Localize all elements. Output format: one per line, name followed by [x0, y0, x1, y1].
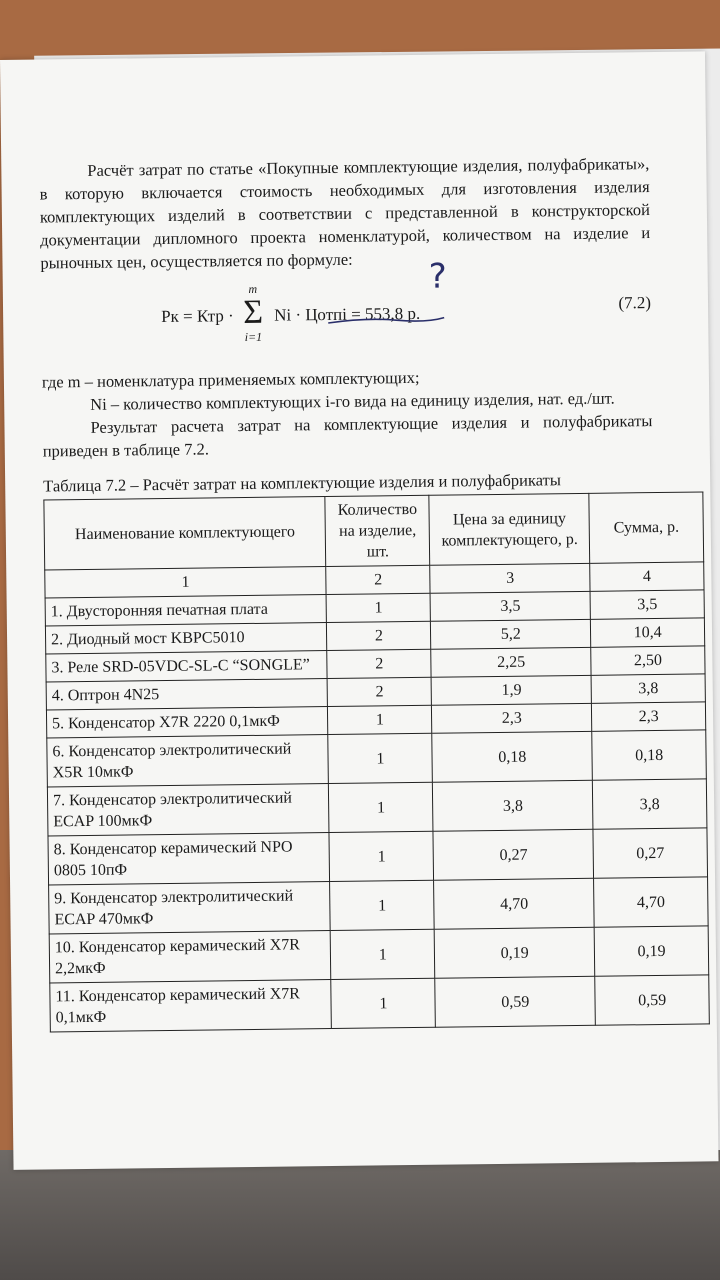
- component-sum: 4,70: [594, 877, 708, 927]
- component-price: 3,8: [433, 780, 593, 831]
- component-sum: 3,5: [590, 590, 704, 619]
- component-quantity: 2: [327, 677, 431, 706]
- component-quantity: 1: [330, 880, 435, 930]
- result-paragraph: Результат расчета затрат на комплектующие изделия и полуфабрикаты приведен в таблице 7.2.: [42, 411, 653, 461]
- component-name: 4. Оптрон 4N25: [46, 679, 328, 710]
- formula-lhs: Рк = Ктр ·: [161, 306, 234, 327]
- component-price: 0,27: [433, 829, 593, 880]
- handwritten-underline-icon: [326, 314, 446, 327]
- table-row: [49, 877, 709, 934]
- table-row: [50, 975, 710, 1032]
- sigma-icon: Σ: [242, 293, 264, 332]
- component-quantity: 1: [329, 782, 434, 832]
- header-sum: Сумма, р.: [589, 492, 704, 563]
- component-price: 0,19: [434, 927, 594, 978]
- component-sum: 0,27: [593, 828, 707, 878]
- component-price: 0,59: [435, 976, 595, 1027]
- column-number: 1: [45, 567, 327, 598]
- component-quantity: 1: [328, 705, 432, 734]
- sum-symbol: [238, 282, 269, 344]
- component-price: 2,3: [432, 703, 592, 733]
- component-price: 4,70: [434, 878, 594, 929]
- page-content: [39, 152, 680, 1032]
- column-number: 2: [326, 565, 430, 594]
- table-row: [49, 926, 709, 983]
- component-quantity: 1: [328, 733, 433, 783]
- component-sum: 3,8: [591, 674, 705, 703]
- header-component-name: Наименование комплектующего: [44, 497, 326, 570]
- component-price: 1,9: [431, 675, 591, 705]
- components-cost-table: [43, 491, 709, 1032]
- component-name: 11. Конденсатор керамический X7R 0,1мкФ: [50, 980, 332, 1032]
- component-quantity: 1: [326, 593, 430, 622]
- component-name: 5. Конденсатор X7R 2220 0,1мкФ: [46, 707, 328, 738]
- component-name: 3. Реле SRD-05VDC-SL-C “SONGLE”: [46, 651, 328, 682]
- intro-paragraph: Расчёт затрат по статье «Покупные комплектующие изделия, полуфабрикаты», в которую включается стоимость необходимых для изготовления изделия комплектующих изделий в соответствии с представленной в конструкторской документации дипломного проекта номенклатурой, количеством на изделие и рыночных цен, осуществляется по формуле:: [39, 154, 651, 273]
- component-name: 8. Конденсатор керамический NPO 0805 10пФ: [48, 833, 330, 885]
- component-sum: 3,8: [593, 779, 707, 829]
- formula-7-2: [41, 256, 652, 364]
- component-name: 6. Конденсатор электролитический X5R 10мкФ: [47, 735, 329, 787]
- table-row: [48, 828, 708, 885]
- formula-number: (7.2): [618, 293, 652, 313]
- component-price: 3,5: [430, 591, 590, 621]
- table-row: [47, 779, 707, 836]
- component-sum: 2,50: [591, 646, 705, 675]
- table-row: [47, 730, 707, 787]
- component-name: 10. Конденсатор керамический X7R 2,2мкФ: [49, 931, 331, 983]
- component-name: 2. Диодный мост KBPC5010: [45, 623, 327, 654]
- component-sum: 0,18: [592, 730, 706, 780]
- component-name: 1. Двусторонняя печатная плата: [45, 595, 327, 626]
- component-sum: 0,19: [594, 926, 708, 976]
- desk-surface: [0, 1150, 720, 1280]
- component-quantity: 1: [329, 831, 434, 881]
- component-name: 7. Конденсатор электролитический ECAP 100мкФ: [47, 784, 329, 836]
- component-quantity: 2: [327, 649, 431, 678]
- formula-rhs: Ni · Цотпi = 553,8 р.: [274, 303, 421, 325]
- component-quantity: 1: [331, 978, 436, 1028]
- component-sum: 10,4: [591, 618, 705, 647]
- component-name: 9. Конденсатор электролитический ECAP 470мкФ: [49, 882, 331, 934]
- document-page: [0, 51, 719, 1170]
- component-quantity: 2: [327, 621, 431, 650]
- component-price: 2,25: [431, 647, 591, 677]
- where-m-line: где m – номенклатура применяемых комплектующих;: [41, 367, 420, 392]
- column-number: 4: [590, 562, 704, 591]
- component-sum: 2,3: [592, 702, 706, 731]
- sum-lower-limit: i=1: [244, 329, 263, 345]
- component-sum: 0,59: [595, 975, 709, 1025]
- component-quantity: 1: [331, 929, 436, 979]
- component-price: 0,18: [432, 731, 592, 782]
- sum-upper-limit: m: [248, 281, 258, 296]
- handwritten-question-mark: ?: [428, 256, 447, 297]
- header-quantity: Количество на изделие, шт.: [325, 495, 430, 566]
- table-header-row: [44, 492, 704, 570]
- component-price: 5,2: [431, 619, 591, 649]
- header-unit-price: Цена за единицу комплектующего, р.: [429, 493, 590, 565]
- where-n-line: Ni – количество комплектующих i-го вида на единицу изделия, нат. ед./шт.: [90, 388, 615, 414]
- table-caption: Таблица 7.2 – Расчёт затрат на комплектующие изделия и полуфабрикаты: [43, 470, 561, 496]
- column-number: 3: [430, 563, 590, 593]
